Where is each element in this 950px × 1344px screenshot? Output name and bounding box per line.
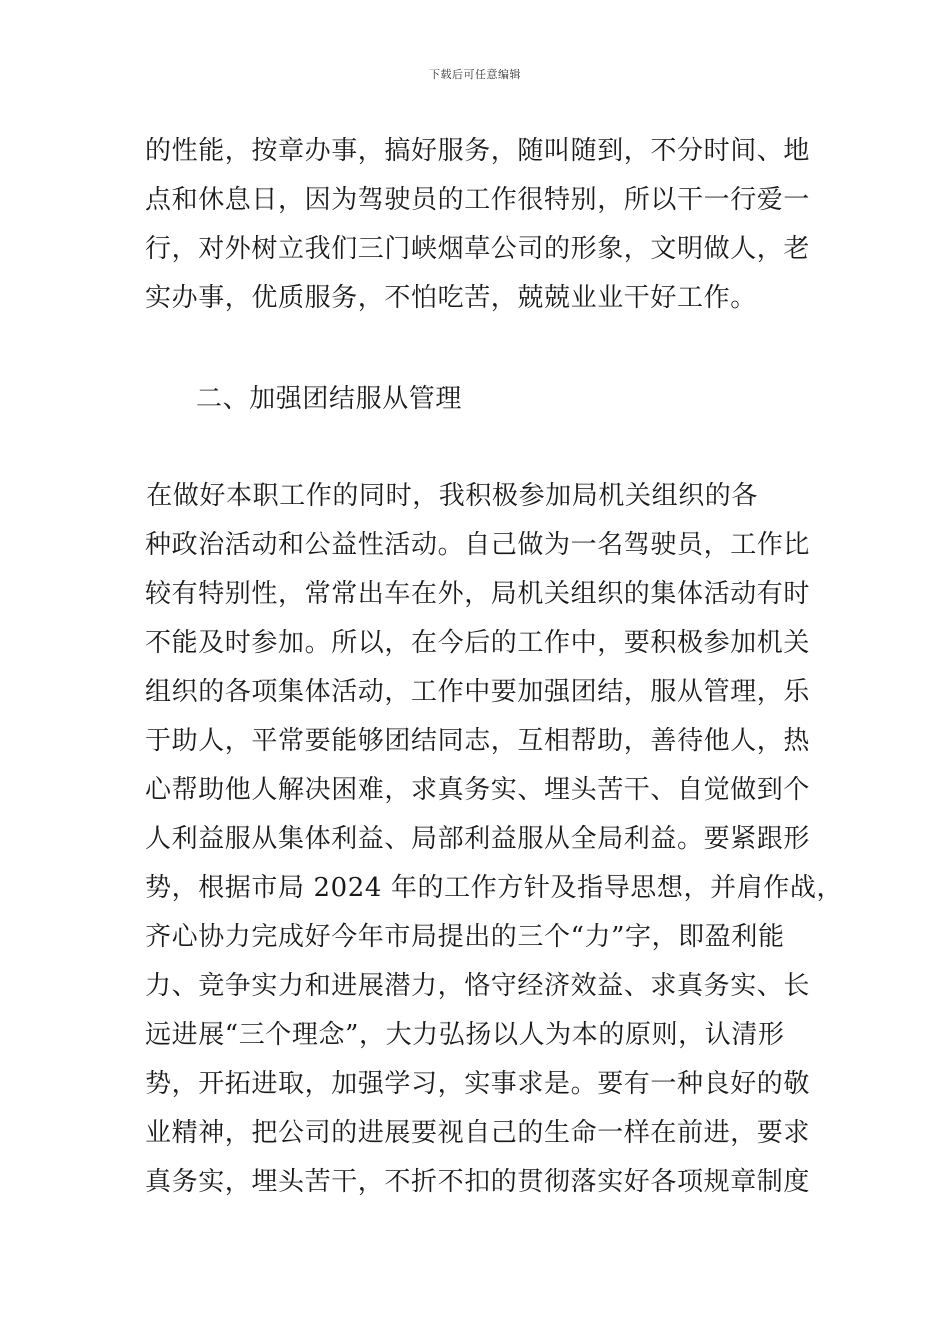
text-line: 组织的各项集体活动，工作中要加强团结，服从管理，乐 [145, 677, 811, 707]
text-line: 势，根据市局 2024 年的工作方针及指导思想，并肩作战， [145, 873, 844, 903]
text-line: 种政治活动和公益性活动。自己做为一名驾驶员，工作比 [145, 530, 811, 560]
text-line: 行，对外树立我们三门峡烟草公司的形象，文明做人，老 [145, 234, 811, 264]
text-line: 的性能，按章办事，搞好服务，随叫随到，不分时间、地 [145, 136, 811, 166]
text-line: 业精神，把公司的进展要视自己的生命一样在前进，要求 [145, 1118, 811, 1148]
paragraph-1 [145, 127, 811, 323]
page-header: 下载后可任意编辑 [429, 68, 521, 81]
text-line: 远进展“三个理念”，大力弘扬以人为本的原则，认清形 [145, 1020, 785, 1050]
text-line: 实办事，优质服务，不怕吃苦，兢兢业业干好工作。 [145, 283, 757, 313]
text-line: 心帮助他人解决困难，求真务实、埋头苦干、自觉做到个 [145, 775, 811, 805]
text-line: 齐心协力完成好今年市局提出的三个“力”字，即盈利能 [145, 922, 785, 952]
text-line: 点和休息日，因为驾驶员的工作很特别，所以干一行爱一 [145, 185, 811, 215]
text-line: 在做好本职工作的同时，我积极参加局机关组织的各 [93, 481, 759, 511]
text-line: 不能及时参加。所以，在今后的工作中，要积极参加机关 [145, 628, 811, 658]
text-line: 势，开拓进取，加强学习，实事求是。要有一种良好的敬 [145, 1069, 811, 1099]
section-heading: 二、加强团结服从管理 [196, 384, 463, 414]
text-line: 力、竞争实力和进展潜力，恪守经济效益、求真务实、长 [145, 971, 811, 1001]
text-line: 较有特别性，常常出车在外，局机关组织的集体活动有时 [145, 579, 811, 609]
text-line: 于助人，平常要能够团结同志，互相帮助，善待他人，热 [145, 726, 811, 756]
text-line: 真务实，埋头苦干，不折不扣的贯彻落实好各项规章制度 [145, 1167, 811, 1197]
text-line: 人利益服从集体利益、局部利益服从全局利益。要紧跟形 [145, 824, 811, 854]
paragraph-2 [93, 472, 844, 1207]
